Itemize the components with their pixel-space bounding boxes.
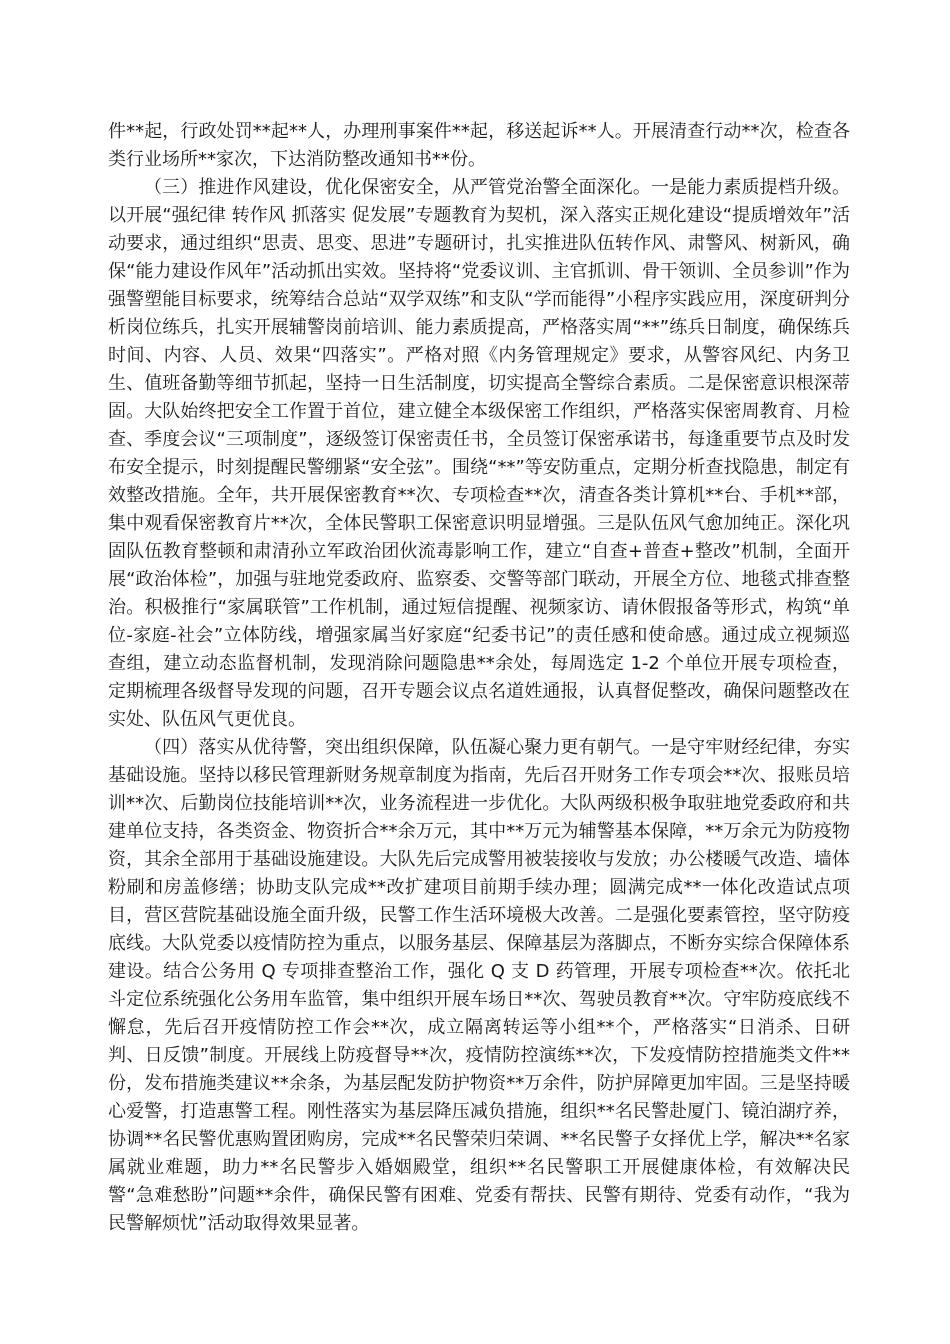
document-page [108,118,850,1238]
paragraph-section-four: （四）落实从优待警，突出组织保障，队伍凝心聚力更有朝气。一是守牢财经纪律，夯实基础设施。坚持以移民管理新财务规章制度为指南，先后召开财务工作专项会**次、报账员培训**次、后勤岗位技能培训**次，业务流程进一步优化。大队两级积极争取驻地党委政府和共建单位支持，各类资金、物资折合**余万元，其中**万元为辅警基本保障，**万余元为防疫物资，其余全部用于基础设施建设。大队先后完成警用被装接收与发放；办公楼暖气改造、墙体粉刷和房盖修缮；协助支队完成**改扩建项目前期手续办理；圆满完成**一体化改造试点项目，营区营院基础设施全面升级，民警工作生活环境极大改善。二是强化要素管控，坚守防疫底线。大队党委以疫情防控为重点，以服务基层、保障基层为落脚点，不断夯实综合保障体系建设。结合公务用 Q 专项排查整治工作，强化 Q 支 D 药管理，开展专项检查**次。依托北斗定位系统强化公务用车监管，集中组织开展车场日**次、驾驶员教育**次。守牢防疫底线不懈怠，先后召开疫情防控工作会**次，成立隔离转运等小组**个，严格落实“日消杀、日研判、日反馈”制度。开展线上防疫督导**次，疫情防控演练**次，下发疫情防控措施类文件**份，发布措施类建议**余条，为基层配发防护物资**万余件，防护屏障更加牢固。三是坚持暖心爱警，打造惠警工程。刚性落实为基层降压减负措施，组织**名民警赴厦门、镜泊湖疗养，协调**名民警优惠购置团购房，完成**名民警荣归荣调、**名民警子女择优上学，解决**名家属就业难题，助力**名民警步入婚姻殿堂，组织**名民警职工开展健康体检，有效解决民警“急难愁盼”问题**余件，确保民警有困难、党委有帮扶、民警有期待、党委有动作，“我为民警解烦忧”活动取得效果显著。 [108,737,850,1234]
paragraph-section-three: （三）推进作风建设，优化保密安全，从严管党治警全面深化。一是能力素质提档升级。以开展“强纪律 转作风 抓落实 促发展”专题教育为契机，深入落实正规化建设“提质增效年”活动要求，通过组织“思责、思变、思进”专题研讨，扎实推进队伍转作风、肃警风、树新风，确保“能力建设作风年”活动抓出实效。坚持将“党委议训、主官抓训、骨干领训、全员参训”作为强警塑能目标要求，统筹结合总站“双学双练”和支队“学而能得”小程序实践应用，深度研判分析岗位练兵，扎实开展辅警岗前培训、能力素质提高，严格落实周“**”练兵日制度，确保练兵时间、内容、人员、效果“四落实”。严格对照《内务管理规定》要求，从警容风纪、内务卫生、值班备勤等细节抓起，坚持一日生活制度，切实提高全警综合素质。二是保密意识根深蒂固。大队始终把安全工作置于首位，建立健全本级保密工作组织，严格落实保密周教育、月检查、季度会议“三项制度”，逐级签订保密责任书，全员签订保密承诺书，每逢重要节点及时发布安全提示，时刻提醒民警绷紧“安全弦”。围绕“**”等安防重点，定期分析查找隐患，制定有效整改措施。全年，共开展保密教育**次、专项检查**次，清查各类计算机**台、手机**部，集中观看保密教育片**次，全体民警职工保密意识明显增强。三是队伍风气愈加纯正。深化巩固队伍教育整顿和肃清孙立军政治团伙流毒影响工作，建立“自查+普查+整改”机制，全面开展“政治体检”，加强与驻地党委政府、监察委、交警等部门联动，开展全方位、地毯式排查整治。积极推行“家属联管”工作机制，通过短信提醒、视频家访、请休假报备等形式，构筑“单位-家庭-社会”立体防线，增强家属当好家庭“纪委书记”的责任感和使命感。通过成立视频巡查组，建立动态监督机制，发现消除问题隐患**余处，每周选定 1-2 个单位开展专项检查，定期梳理各级督导发现的问题，召开专题会议点名道姓通报，认真督促整改，确保问题整改在实处、队伍风气更优良。 [108,177,850,730]
paragraph-continuation: 件**起，行政处罚**起**人，办理刑事案件**起，移送起诉**人。开展清查行动**次，检查各类行业场所**家次，下达消防整改通知书**份。 [108,121,850,170]
